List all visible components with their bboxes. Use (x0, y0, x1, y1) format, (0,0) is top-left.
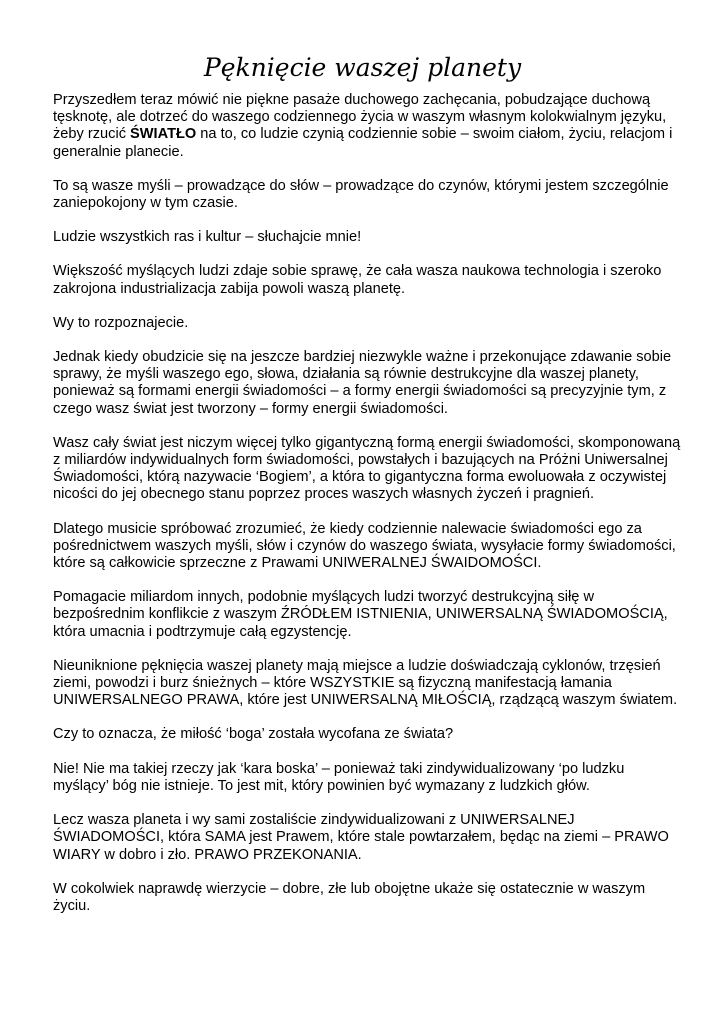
paragraph: Wasz cały świat jest niczym więcej tylko gigantyczną formą energii świadomości, skomponowaną z miliardów indywidualnych form świadomości, powstałych i bazujących na Próżni Uniwersalnej Świadomości, którą nazywacie ‘Bogiem’, a która to gigantyczna forma ewoluowała z oczywistej nicości do jej obecnego stanu poprzez proces waszych własnych życzeń i pragnień. (53, 434, 681, 503)
paragraph: To są wasze myśli – prowadzące do słów – prowadzące do czynów, którymi jestem szczególnie zaniepokojony w tym czasie. (53, 177, 669, 212)
paragraph: Czy to oznacza, że miłość ‘boga’ została wycofana ze świata? (53, 726, 454, 743)
paragraph-text: na to, co ludzie czynią codziennie sobie – swoim ciałom, życiu, relacjom i generalnie planecie. (53, 126, 673, 160)
paragraph-text: Przyszedłem teraz mówić nie piękne pasaże duchowego zachęcania, pobudzające duchową tęsknotę, ale dotrzeć do waszego codziennego życia w waszym własnym kolokwialnym języku, żeby rzucić (53, 92, 667, 143)
bold-word: ŚWIATŁO (130, 126, 197, 143)
paragraph: Nieuniknione pęknięcia waszej planety mają miejsce a ludzie doświadczają cyklonów, trzęsień ziemi, powodzi i burz śnieżnych – które WSZYSTKIE są fizyczną manifestacją łamania UNIWERSALNEGO PRAWA, które jest UNIWERSALNĄ MIŁOŚCIĄ, rządzącą waszym światem. (53, 657, 678, 709)
paragraph: Pomagacie miliardom innych, podobnie myślących ludzi tworzyć destrukcyjną siłę w bezpośrednim konflikcie z waszym ŹRÓDŁEM ISTNIENIA, UNIWERSALNĄ ŚWIADOMOŚCIĄ, która umacnia i podtrzymuje całą egzystencję. (53, 589, 668, 640)
paragraph: Lecz wasza planeta i wy sami zostaliście zindywidualizowani z UNIWERSALNEJ ŚWIADOMOŚCI, która SAMA jest Prawem, które stale powtarzałem, będąc na ziemi – PRAWO WIARY w dobro i zło. PRAWO PRZEKONANIA. (53, 812, 669, 863)
paragraph: Jednak kiedy obudzicie się na jeszcze bardziej niezwykle ważne i przekonujące zdawanie sobie sprawy, że myśli waszego ego, słowa, działania są równie destrukcyjne dla waszej planety, ponieważ są formami energii świadomości – a formy energii świadomości są precyzyjnie tym, z czego wasz świat jest tworzony – formy energii świadomości. (53, 349, 672, 417)
paragraph: Większość myślących ludzi zdaje sobie sprawę, że cała wasza naukowa technologia i szeroko zakrojona industrializacja zabija powoli waszą planetę. (53, 263, 662, 297)
paragraph: Wy to rozpoznajecie. (53, 314, 189, 331)
paragraph: Dlatego musicie spróbować zrozumieć, że kiedy codziennie nalewacie świadomości ego za pośrednictwem waszych myśli, słów i czynów do waszego świata, wysyłacie formy świadomości, które są całkowicie sprzeczne z Prawami UNIWERALNEJ ŚWAIDOMOŚCI. (53, 520, 676, 572)
paragraph (53, 92, 681, 161)
document-title: Pęknięcie waszej planety (203, 53, 522, 82)
paragraph: W cokolwiek naprawdę wierzycie – dobre, złe lub obojętne ukaże się ostatecznie w waszym życiu. (53, 880, 646, 914)
paragraph: Ludzie wszystkich ras i kultur – słuchajcie mnie! (53, 229, 362, 246)
paragraph: Nie! Nie ma takiej rzeczy jak ‘kara boska’ – ponieważ taki zindywidualizowany ‘po ludzku myślący’ bóg nie istnieje. To jest mit, który powinien być wymazany z ludzkich głów. (53, 760, 625, 794)
document-body (53, 92, 681, 932)
